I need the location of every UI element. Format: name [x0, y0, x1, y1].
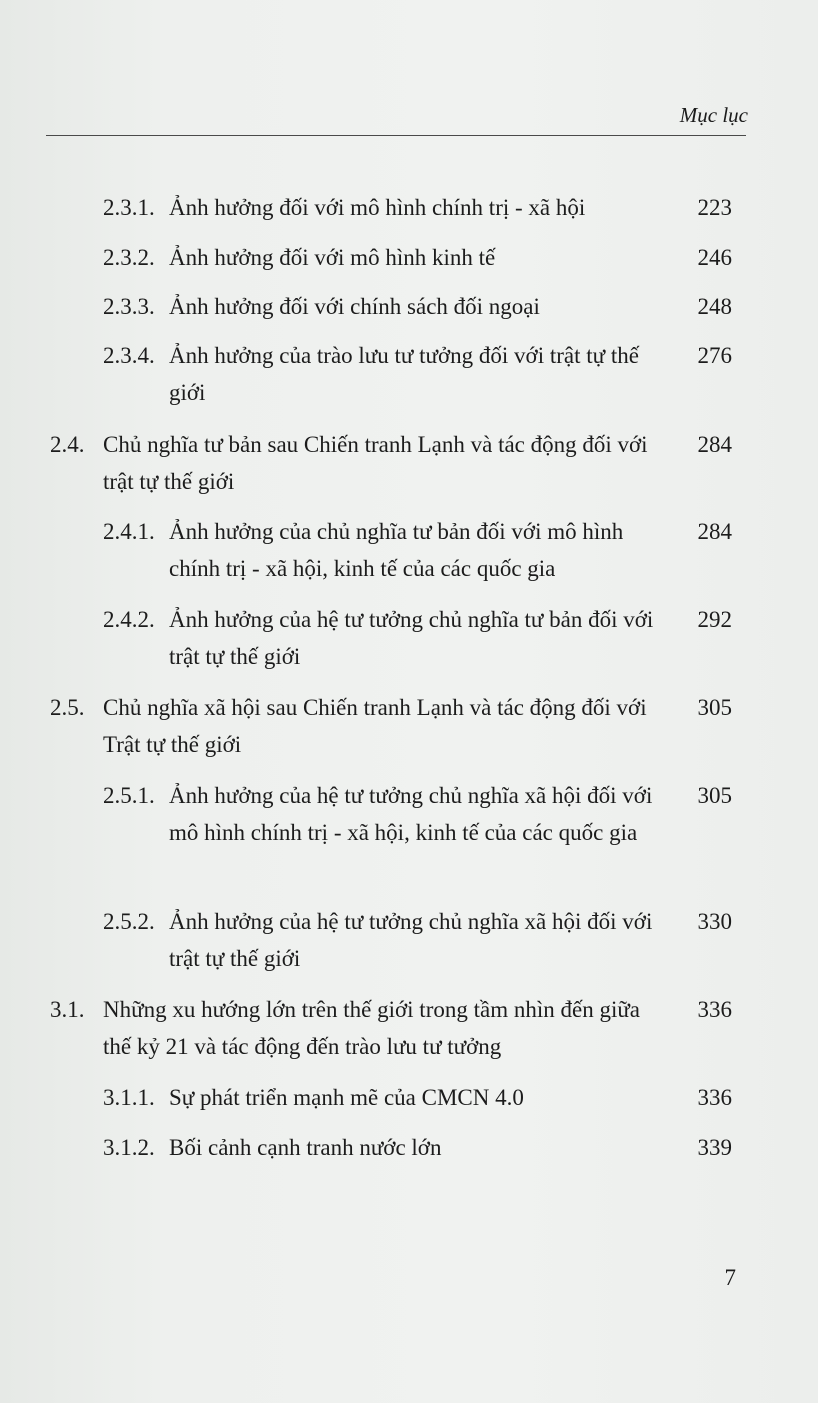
toc-entry-number: 2.3.4. — [103, 343, 155, 368]
toc-entry-number: 2.5. — [50, 695, 85, 720]
toc-entry-title: Bối cảnh cạnh tranh nước lớn — [169, 1135, 442, 1160]
toc-entry-page: 339 — [697, 1135, 732, 1160]
toc-entry-number: 3.1.1. — [103, 1085, 155, 1110]
toc-entry-title: Những xu hướng lớn trên thế giới trong tầm nhìn đến giữa thế kỷ 21 và tác động đến trào lưu tư tưởng — [103, 997, 641, 1059]
toc-entry-page: 336 — [697, 1085, 732, 1110]
toc-entry-page: 246 — [697, 245, 732, 270]
toc-entry-title: Chủ nghĩa xã hội sau Chiến tranh Lạnh và tác động đối với Trật tự thế giới — [103, 695, 647, 757]
toc-entry-number: 2.3.2. — [103, 245, 155, 270]
toc-entry-page: 248 — [697, 294, 732, 319]
toc-entry-title: Ảnh hưởng đối với mô hình kinh tế — [169, 245, 496, 270]
toc-entry-number: 2.5.2. — [103, 909, 155, 934]
toc-entry-title: Sự phát triển mạnh mẽ của CMCN 4.0 — [169, 1085, 524, 1110]
toc-entry-page: 276 — [697, 343, 732, 368]
toc-entry-title: Ảnh hưởng của hệ tư tưởng chủ nghĩa xã hội đối với trật tự thế giới — [169, 909, 653, 971]
toc-entry-number: 2.4.1. — [103, 519, 155, 544]
toc-entry-title: Chủ nghĩa tư bản sau Chiến tranh Lạnh và tác động đối với trật tự thế giới — [103, 432, 648, 494]
toc-entry-page: 336 — [697, 997, 732, 1022]
toc-entry-page: 292 — [697, 607, 732, 632]
toc-entry-title: Ảnh hưởng của hệ tư tưởng chủ nghĩa xã hội đối với mô hình chính trị - xã hội, kinh tế của các quốc gia — [169, 783, 653, 845]
toc-entry-title: Ảnh hưởng đối với chính sách đối ngoại — [169, 294, 540, 319]
toc-entry-page: 223 — [697, 195, 732, 220]
toc-entry-number: 2.4. — [50, 432, 85, 457]
toc-entry-number: 2.3.3. — [103, 294, 155, 319]
page-number: 7 — [724, 1265, 736, 1290]
toc-entry-number: 3.1.2. — [103, 1135, 155, 1160]
toc-entry-title: Ảnh hưởng của hệ tư tưởng chủ nghĩa tư bản đối với trật tự thế giới — [169, 607, 654, 669]
running-header: Mục lục — [679, 103, 748, 127]
toc-entry-page: 330 — [697, 909, 732, 934]
toc-entry-title: Ảnh hưởng của trào lưu tư tưởng đối với trật tự thế giới — [169, 343, 639, 405]
toc-entry-number: 2.5.1. — [103, 783, 155, 808]
toc-entry-page: 305 — [697, 695, 732, 720]
toc-entry-number: 2.4.2. — [103, 607, 155, 632]
toc-entry-title: Ảnh hưởng của chủ nghĩa tư bản đối với mô hình chính trị - xã hội, kinh tế của các quốc gia — [169, 519, 624, 581]
toc-entry-page: 305 — [697, 783, 732, 808]
toc-entry-number: 3.1. — [50, 997, 85, 1022]
toc-entry-page: 284 — [697, 519, 732, 544]
toc-entry-title: Ảnh hưởng đối với mô hình chính trị - xã hội — [169, 195, 586, 220]
toc-entry-number: 2.3.1. — [103, 195, 155, 220]
toc-entry-page: 284 — [697, 432, 732, 457]
